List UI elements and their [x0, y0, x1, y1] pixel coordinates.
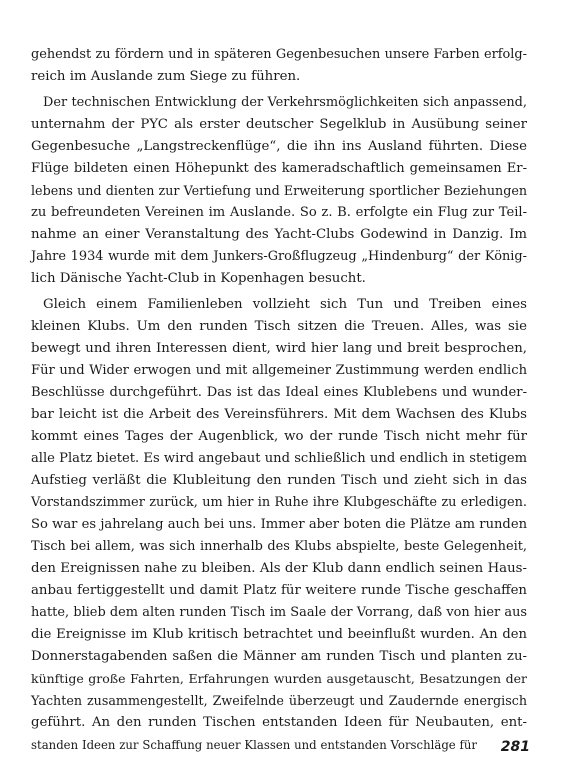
text-line: alle Platz bietet. Es wird angebaut und schließlich und endlich in stetigem — [31, 451, 527, 466]
text-line: nahme an einer Veranstaltung des Yacht-Clubs Godewind in Danzig. Im — [31, 227, 527, 242]
text-line: lebens und dienten zur Vertiefung und Erweiterung sportlicher Beziehungen — [31, 183, 527, 198]
text-line: lich Dänische Yacht-Club in Kopenhagen besucht. — [31, 271, 366, 286]
text-line: gehendst zu fördern und in späteren Gegenbesuchen unsere Farben erfolg- — [31, 47, 527, 62]
text-line: Für und Wider erwogen und mit allgemeiner Zustimmung werden endlich — [31, 363, 527, 378]
text-line: Gegenbesuche „Langstreckenflüge“, die ihn ins Ausland führten. Diese — [31, 139, 527, 154]
text-line: Aufstieg verläßt die Klubleitung den runden Tisch und zieht sich in das — [31, 473, 527, 488]
text-line: Tisch bei allem, was sich innerhalb des Klubs abspielte, beste Gelegenheit, — [31, 539, 527, 554]
text-line: den Ereignissen nahe zu bleiben. Als der Klub dann endlich seinen Haus- — [31, 561, 527, 576]
text-line: Vorstandszimmer zurück, um hier in Ruhe ihre Klubgeschäfte zu erledigen. — [31, 495, 527, 510]
text-line: unternahm der PYC als erster deutscher Segelklub in Ausübung seiner — [31, 117, 527, 132]
text-line: Beschlüsse durchgeführt. Das ist das Ideal eines Klublebens und wunder- — [31, 385, 527, 400]
text-line: reich im Auslande zum Siege zu führen. — [31, 69, 301, 84]
text-line: Jahre 1934 wurde mit dem Junkers-Großflugzeug „Hindenburg“ der König- — [31, 249, 527, 264]
text-line: bar leicht ist die Arbeit des Vereinsführers. Mit dem Wachsen des Klubs — [31, 407, 527, 422]
text-line: hatte, blieb dem alten runden Tisch im Saale der Vorrang, daß von hier aus — [31, 605, 527, 620]
text-line: geführt. An den runden Tischen entstanden Ideen für Neubauten, ent- — [31, 715, 527, 730]
text-line: künftige große Fahrten, Erfahrungen wurden ausgetauscht, Besatzungen der — [31, 671, 527, 686]
page-number: 281 — [500, 739, 530, 755]
text-line: Yachten zusammengestellt, Zweifelnde überzeugt und Zaudernde energisch — [31, 693, 527, 708]
text-line: Donnerstagabenden saßen die Männer am runden Tisch und planten zu- — [31, 649, 527, 664]
text-line: zu befreundeten Vereinen im Auslande. So z. B. erfolgte ein Flug zur Teil- — [31, 205, 527, 220]
text-line: standen Ideen zur Schaffung neuer Klassen und entstanden Vorschläge für — [31, 738, 477, 752]
text-line: die Ereignisse im Klub kritisch betrachtet und beeinflußt wurden. An den — [31, 627, 527, 642]
text-line: So war es jahrelang auch bei uns. Immer aber boten die Plätze am runden — [31, 517, 527, 532]
text-line: bewegt und ihren Interessen dient, wird hier lang und breit besprochen, — [31, 341, 527, 356]
text-line: anbau fertiggestellt und damit Platz für weitere runde Tische geschaffen — [31, 583, 527, 598]
text-line: Der technischen Entwicklung der Verkehrsmöglichkeiten sich anpassend, — [43, 95, 527, 110]
text-line: kommt eines Tages der Augenblick, wo der runde Tisch nicht mehr für — [31, 429, 527, 444]
text-line: kleinen Klubs. Um den runden Tisch sitzen die Treuen. Alles, was sie — [31, 319, 527, 334]
text-line: Gleich einem Familienleben vollzieht sich Tun und Treiben eines — [43, 297, 527, 312]
text-line: Flüge bildeten einen Höhepunkt des kameradschaftlich gemeinsamen Er- — [31, 161, 527, 176]
